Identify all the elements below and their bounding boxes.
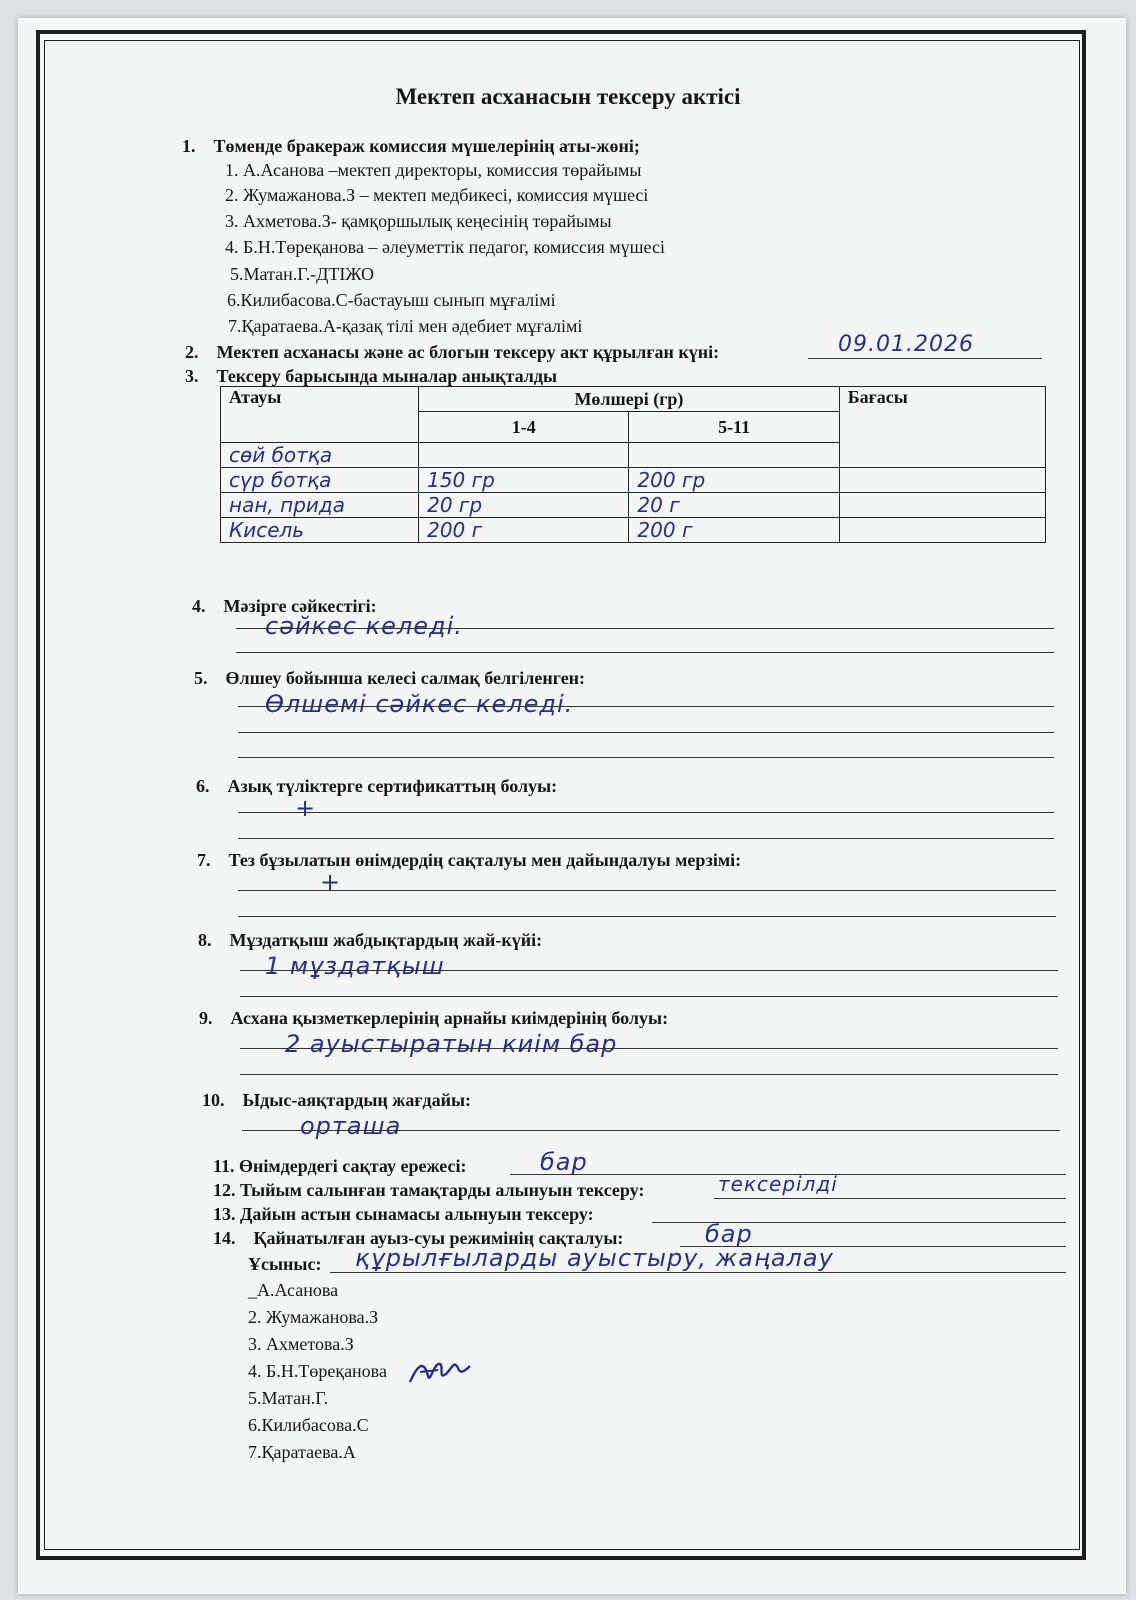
section-1-heading: 1. Төменде бракераж комиссия мүшелерінің аты-жөні; bbox=[182, 136, 640, 156]
table-cell-grade bbox=[839, 518, 1045, 543]
date-line bbox=[808, 358, 1042, 359]
answer-line bbox=[236, 652, 1054, 653]
table-cell-5-11: 200 г bbox=[629, 518, 839, 543]
item-12-answer: тексерілді bbox=[718, 1172, 838, 1196]
item-8-answer: 1 мұздатқыш bbox=[265, 952, 445, 980]
signature-line: 6.Килибасова.С bbox=[248, 1415, 369, 1435]
answer-line bbox=[236, 628, 1054, 629]
answer-line bbox=[240, 1048, 1058, 1049]
table-cell-name: сүр ботқа bbox=[221, 468, 419, 493]
col-name-header: Атауы bbox=[221, 387, 419, 443]
col-1-4-header: 1-4 bbox=[419, 412, 629, 443]
member-line: 2. Жумажанова.З – мектеп медбикесі, комиссия мүшесі bbox=[225, 185, 649, 205]
item-7-label: 7. Тез бұзылатын өнімдердің сақталуы мен дайындалуы мерзімі: bbox=[197, 850, 742, 870]
table-cell-name: сөй ботқа bbox=[221, 443, 419, 468]
item-10-label: 10. Ыдыс-аяқтардың жағдайы: bbox=[202, 1090, 472, 1110]
answer-line bbox=[238, 890, 1056, 891]
table-cell-5-11: 20 г bbox=[629, 493, 839, 518]
item-14-answer: бар bbox=[705, 1220, 753, 1248]
answer-line bbox=[238, 916, 1056, 917]
item-11-answer: бар bbox=[540, 1148, 588, 1176]
item-7-answer: + bbox=[320, 868, 342, 896]
member-line: 1. А.Асанова –мектеп директоры, комиссия төрайымы bbox=[225, 160, 642, 180]
member-line: 3. Ахметова.З- қамқоршылық кеңесінің төрайымы bbox=[225, 211, 612, 231]
suggestion-label: Ұсыныс: bbox=[248, 1254, 322, 1274]
member-line: 5.Матан.Г.-ДТІЖО bbox=[230, 264, 375, 284]
signature-line: 2. Жумажанова.З bbox=[248, 1307, 379, 1327]
member-line: 7.Қаратаева.А-қазақ тілі мен әдебиет мұғалімі bbox=[228, 316, 583, 336]
answer-line bbox=[238, 706, 1054, 707]
item-10-answer: орташа bbox=[300, 1112, 402, 1140]
table-cell-1-4: 20 гр bbox=[419, 493, 629, 518]
table-cell-5-11: 200 гр bbox=[629, 468, 839, 493]
table-cell-1-4 bbox=[419, 443, 629, 468]
item-9-answer: 2 ауыстыратын киім бар bbox=[285, 1030, 618, 1058]
answer-line bbox=[240, 970, 1058, 971]
table-cell-5-11 bbox=[629, 443, 839, 468]
table-cell-grade bbox=[839, 493, 1045, 518]
section-3-label: 3. Тексеру барысында мыналар анықталды bbox=[185, 366, 558, 386]
answer-line bbox=[714, 1198, 1066, 1199]
answer-line bbox=[238, 838, 1054, 839]
item-4-answer: сәйкес келеді. bbox=[265, 612, 463, 640]
suggestion-answer: құрылғыларды ауыстыру, жаңалау bbox=[355, 1244, 834, 1272]
signature-line: 7.Қаратаева.А bbox=[248, 1442, 356, 1462]
table-cell-name: нан, прида bbox=[221, 493, 419, 518]
signature-line: 3. Ахметова.З bbox=[248, 1334, 354, 1354]
findings-table bbox=[220, 386, 1046, 543]
answer-line bbox=[238, 732, 1054, 733]
document-title: Мектеп асханасын тексеру актісі bbox=[395, 84, 741, 109]
item-11-label: 11. Өнімдердегі сақтау ережесі: bbox=[213, 1156, 467, 1176]
answer-line bbox=[330, 1272, 1066, 1273]
item-14-label: 14. Қайнатылған ауыз-суы режимінің сақталуы: bbox=[213, 1228, 624, 1248]
signature-line: _А.Асанова bbox=[248, 1280, 339, 1300]
col-5-11-header: 5-11 bbox=[629, 412, 839, 443]
table-cell-name: Кисель bbox=[221, 518, 419, 543]
answer-line bbox=[242, 1130, 1060, 1131]
item-8-label: 8. Мұздатқыш жабдықтардың жай-күйі: bbox=[198, 930, 543, 950]
table-cell-1-4: 150 гр bbox=[419, 468, 629, 493]
inspection-date: 09.01.2026 bbox=[838, 332, 974, 357]
answer-line bbox=[238, 757, 1054, 758]
table-cell-grade bbox=[839, 468, 1045, 493]
answer-line bbox=[238, 812, 1054, 813]
table-cell-1-4: 200 г bbox=[419, 518, 629, 543]
handwritten-signature bbox=[408, 1354, 472, 1388]
item-5-label: 5. Өлшеу бойынша келесі салмақ белгіленген: bbox=[194, 668, 586, 688]
signature-line: 5.Матан.Г. bbox=[248, 1388, 329, 1408]
item-13-label: 13. Дайын астын сынамасы алынуын тексеру: bbox=[213, 1204, 594, 1224]
item-12-label: 12. Тыйым салынған тамақтарды алынуын тексеру: bbox=[213, 1180, 645, 1200]
answer-line bbox=[240, 996, 1058, 997]
member-line: 6.Килибасова.С-бастауыш сынып мұғалімі bbox=[227, 290, 556, 310]
item-9-label: 9. Асхана қызметкерлерінің арнайы киімдерінің болуы: bbox=[199, 1008, 669, 1028]
item-5-answer: Өлшемі сәйкес келеді. bbox=[265, 690, 574, 718]
col-grade-header: Бағасы bbox=[839, 387, 1045, 468]
item-6-answer: + bbox=[295, 794, 317, 822]
item-6-label: 6. Азық түліктерге сертификаттың болуы: bbox=[196, 776, 558, 796]
section-2-label: 2. Мектеп асханасы және ас блогын тексеру акт құрылған күні: bbox=[185, 342, 720, 362]
signature-line: 4. Б.Н.Төреқанова bbox=[248, 1361, 387, 1381]
item-4-label: 4. Мәзірге сәйкестігі: bbox=[192, 596, 377, 616]
answer-line bbox=[240, 1074, 1058, 1075]
member-line: 4. Б.Н.Төреқанова – әлеуметтік педагог, комиссия мүшесі bbox=[225, 237, 665, 257]
col-amount-header: Мөлшері (гр) bbox=[419, 387, 840, 412]
